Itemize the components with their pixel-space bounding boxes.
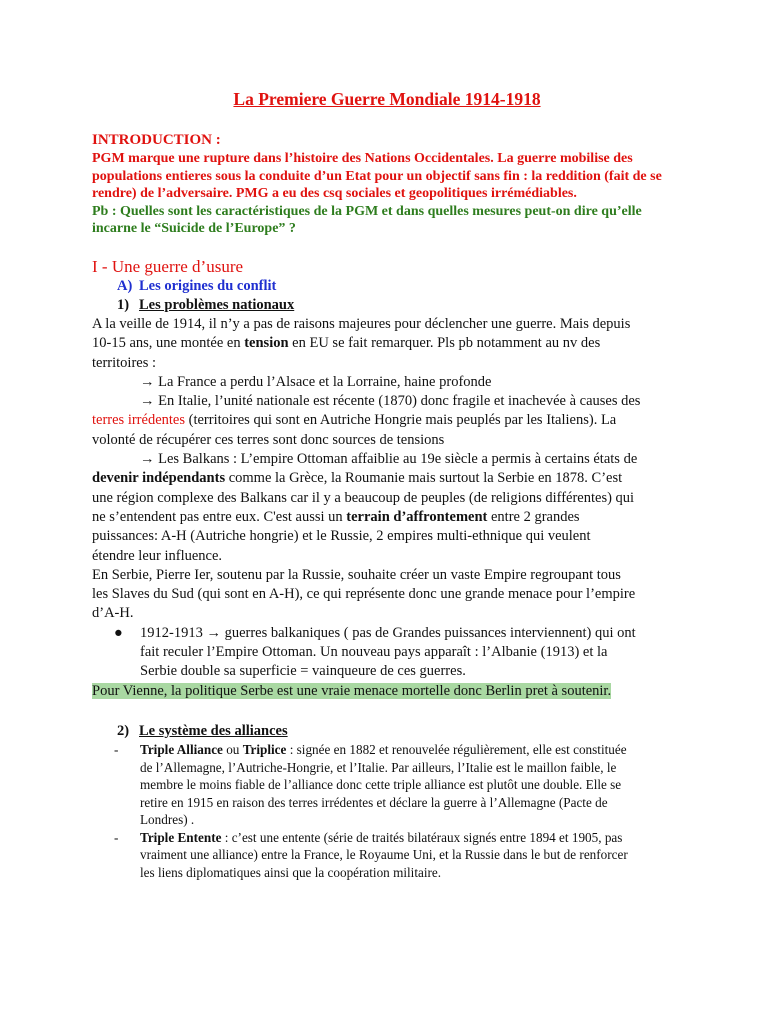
intro-line: PGM marque une rupture dans l’histoire des Nations Occidentales. La guerre mobilise des — [92, 151, 633, 166]
subsection-1-label: Les problèmes nationaux — [139, 296, 295, 313]
text-line: A la veille de 1914, il n’y a pas de raisons majeures pour déclencher une guerre. Mais depuis — [92, 315, 631, 332]
arrow-item-italie — [92, 392, 682, 450]
text-line: vraiment une alliance) entre la France, le Royaume Uni, et la Russie dans le but de renforcer — [140, 847, 628, 863]
text-line: volonté de récupérer ces terres sont donc sources de tensions — [92, 431, 445, 448]
section-a-label: Les origines du conflit — [139, 277, 277, 294]
text-span: 10-15 ans, une montée en — [92, 335, 245, 352]
arrow-item-balkans — [92, 450, 682, 566]
intro-paragraph — [92, 150, 682, 203]
document-title: La Premiere Guerre Mondiale 1914-1918 — [233, 89, 541, 109]
text-line — [92, 411, 682, 430]
text-span: : signée en 1882 et renouvelée régulièrement, elle est constituée — [286, 741, 627, 757]
text-line: Londres) . — [140, 812, 195, 828]
text-line — [92, 508, 682, 527]
text-line: de l’Allemagne, l’Autriche-Hongrie, et l’Italie. Par ailleurs, l’Italie est le maillon faible, le — [140, 759, 617, 775]
subsection-2-heading — [117, 722, 682, 741]
text-line: d’A-H. — [92, 605, 134, 622]
text-line: une région complexe des Balkans car il y a beaucoup de peuples (de religions différentes) qui — [92, 489, 635, 506]
text-line: 1912-1913 → guerres balkaniques ( pas de Grandes puissances interviennent) qui ont — [140, 624, 636, 641]
bullet-icon: ● — [114, 624, 123, 641]
bold-term: tension — [244, 335, 289, 352]
subsection-2-label: Le système des alliances — [139, 722, 288, 739]
problematique-line: incarne le “Suicide de l’Europe” ? — [92, 221, 296, 237]
problematique-line: Pb : Quelles sont les caractéristiques de la PGM et dans quelles mesures peut-on dire qu’elle — [92, 203, 642, 219]
text-line: retire en 1915 en raison des terres irrédentes et déclare la guerre à l’Allemagne (Pacte de — [140, 794, 608, 810]
bold-term: devenir indépendants — [92, 470, 226, 487]
highlighted-line — [92, 682, 682, 701]
subsection-1-heading — [117, 296, 682, 315]
bullet-item-guerres-balkaniques — [92, 624, 682, 682]
text-line: territoires : — [92, 354, 157, 371]
text-line — [140, 741, 682, 759]
paragraph-intro-tensions — [92, 315, 682, 373]
bold-term: Triple Entente — [140, 829, 222, 845]
paragraph-serbie — [92, 566, 682, 624]
text-span: : c’est une entente (série de traités bilatéraux signés entre 1894 et 1905, pas — [221, 829, 623, 845]
text-line: les liens diplomatiques ainsi que la coopération militaire. — [140, 865, 442, 881]
intro-line: rendre) de l’adversaire. PMG a eu des csq sociales et geopolitiques irrémédiables. — [92, 186, 577, 202]
bold-term: Triple Alliance — [140, 741, 223, 757]
text-line: puissances: A-H (Autriche hongrie) et le Russie, 2 empires multi-ethnique qui veulent — [92, 528, 591, 545]
text-span: comme la Grèce, la Roumanie mais surtout la Serbie en 1878. C’est — [225, 470, 623, 487]
text-line: En Serbie, Pierre Ier, soutenu par la Russie, souhaite créer un vaste Empire regroupant tous — [92, 566, 621, 583]
bold-term: terrain d’affrontement — [346, 508, 488, 525]
subsection-2-number: 2) — [117, 722, 130, 739]
section-a-heading — [117, 277, 682, 296]
text-line: les Slaves du Sud (qui sont en A-H), ce qui représente donc une grande menace pour l’empire — [92, 586, 636, 603]
text-line: étendre leur influence. — [92, 547, 223, 564]
text-line: membre le moins fiable de l’alliance donc cette triple alliance est plutôt une double. Elle se — [140, 777, 622, 793]
text-line: fait reculer l’Empire Ottoman. Un nouveau pays apparaît : l’Albanie (1913) et la — [140, 644, 608, 661]
part-1-heading: I - Une guerre d’usure — [92, 256, 244, 276]
text-span: (territoires qui sont en Autriche Hongrie mais peuplés par les Italiens). La — [185, 412, 617, 429]
text-line — [92, 469, 682, 488]
dash-item-triple-alliance — [92, 741, 682, 829]
text-line — [140, 829, 682, 847]
text-line: → En Italie, l’unité nationale est récente (1870) donc fragile et inachevée à causes des — [140, 393, 641, 410]
text-span: ne s’entendent pas entre eux. C'est aussi un — [92, 508, 347, 525]
text-line — [92, 334, 682, 353]
subsection-1-number: 1) — [117, 296, 130, 313]
text-line: Serbie double sa superficie = vainqueure de ces guerres. — [140, 663, 466, 680]
document-page — [92, 88, 682, 882]
text-span: ou — [222, 741, 243, 757]
dash-icon: - — [114, 741, 119, 757]
intro-line: populations entieres sous la conduite d’un Etat pour un objectif sans fin : la reddition (fait de se — [92, 168, 662, 184]
text-span: en EU se fait remarquer. Pls pb notamment au nv des — [288, 335, 601, 352]
bold-term: Triplice — [242, 741, 287, 757]
dash-icon: - — [114, 829, 119, 845]
red-term: terres irrédentes — [92, 412, 185, 429]
text-line: → Les Balkans : L’empire Ottoman affaiblie au 19e siècle a permis à certains états de — [140, 451, 638, 468]
text-span: entre 2 grandes — [487, 508, 580, 525]
highlight-text: Pour Vienne, la politique Serbe est une vraie menace mortelle donc Berlin pret à soutenir. — [92, 682, 612, 699]
intro-heading: INTRODUCTION : — [92, 132, 221, 148]
problematique — [92, 203, 682, 238]
section-a-number: A) — [117, 277, 133, 294]
dash-item-triple-entente — [92, 829, 682, 882]
arrow-item-france: → La France a perdu l’Alsace et la Lorraine, haine profonde — [140, 373, 492, 390]
